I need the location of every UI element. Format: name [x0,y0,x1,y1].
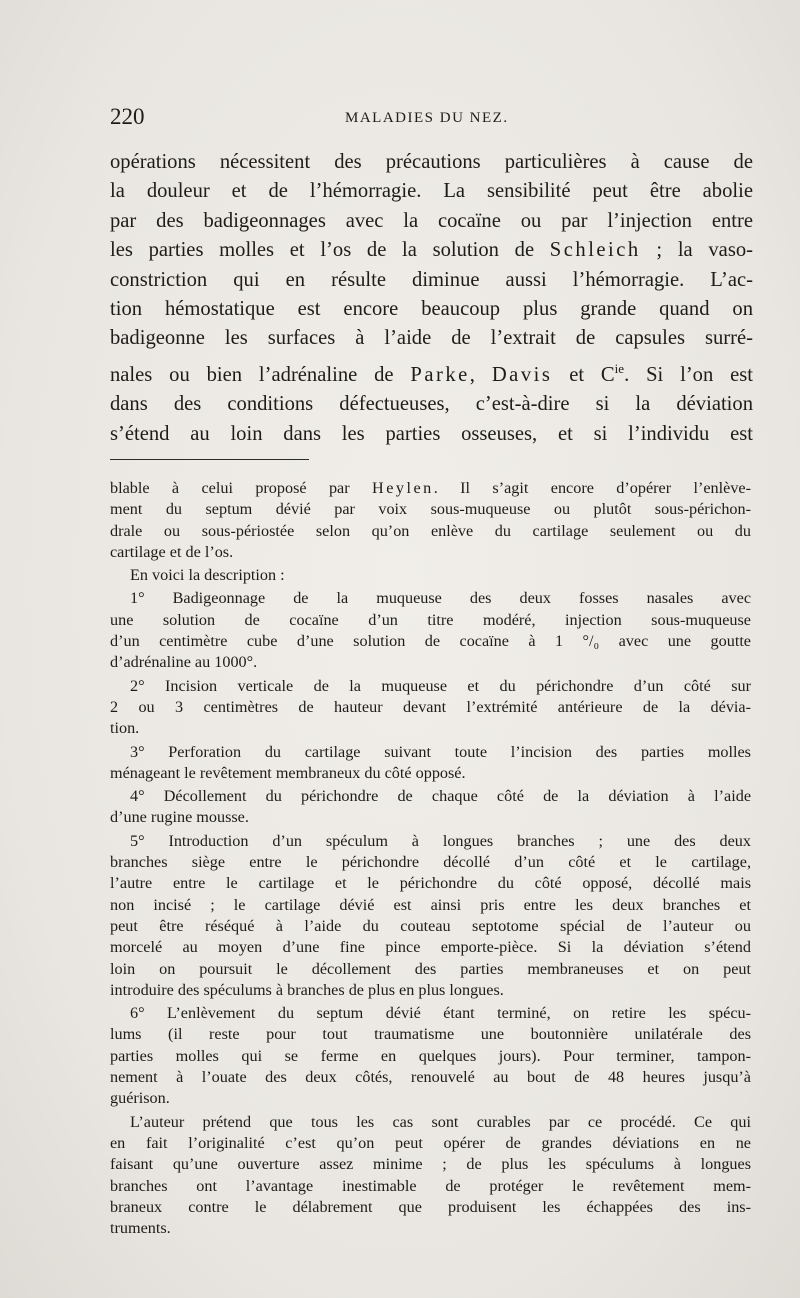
text-segment: . Il s’agit encore d’opérer l’enlève- [433,479,751,497]
footnote-step-6 [110,1003,751,1109]
text-segment: nales ou bien l’adrénaline de [110,363,411,386]
author-name: Schleich [549,239,641,262]
text-line: 3° Perforation du cartilage suivant toute l’incision des parties molles [130,742,751,761]
page-header [110,104,760,134]
text-line: ment du septum dévié par voix sous-muqueuse ou plutôt sous-périchon- [110,500,751,519]
footnote-conclusion [110,1112,751,1240]
text-line: constriction qui en résulte diminue aussi l’hémorragie. L’ac- [110,268,753,291]
text-line: une solution de cocaïne d’un titre modéré, injection sous-muqueuse [110,610,751,629]
text-line: badigeonne les surfaces à l’aide de l’extrait de capsules surré- [110,327,753,350]
text-line: 6° L’enlèvement du septum dévié étant terminé, on retire les spécu- [130,1004,751,1023]
text-segment: . Si l’on est [624,363,753,386]
text-line: L’auteur prétend que tous les cas sont curables par ce procédé. Ce qui [130,1112,751,1131]
text-line: guérison. [110,1089,170,1108]
text-line: 4° Décollement du périchondre de chaque côté de la déviation à l’aide [130,787,751,806]
text-line: 2 ou 3 centimètres de hauteur devant l’extrémité antérieure de la dévia- [110,697,751,716]
text-line: braneux contre le délabrement que produisent les échappées des ins- [110,1197,751,1216]
footnote-step-1 [110,588,751,673]
text-segment: blable à celui proposé par [110,479,372,497]
text-segment: et C [552,363,615,386]
text-line: 2° Incision verticale de la muqueuse et du périchondre d’un côté sur [130,676,751,695]
text-line [110,354,753,390]
text-line: drale ou sous-périostée selon qu’on enlève du cartilage seulement ou du [110,521,751,540]
text-line: parties molles qui se ferme en quelques jours). Pour terminer, tampon- [110,1046,751,1065]
footnote-step-5 [110,831,751,1001]
text-line: truments. [110,1219,171,1238]
footnote-paragraph [110,478,751,563]
text-line: nement à l’ouate des deux côtés, renouvelé au bout de 48 heures jusqu’à [110,1068,751,1087]
running-title: MALADIES DU NEZ. [345,110,509,126]
text-line: 1° Badigeonnage de la muqueuse des deux fosses nasales avec [130,589,751,608]
text-line: dans des conditions défectueuses, c’est-à-dire si la déviation [110,393,753,416]
text-line: morcelé au moyen d’une fine pince emporte-pièce. Si la déviation s’étend [110,938,751,957]
text-line: l’autre entre le cartilage et le périchondre du côté opposé, décollé mais [110,874,751,893]
text-line: par des badigeonnages avec la cocaïne ou par l’injection entre [110,209,753,232]
text-line [110,236,753,265]
text-line: d’adrénaline au 1000°. [110,653,258,672]
text-line: loin on poursuit le décollement des parties membraneuses et on peut [110,959,751,978]
text-line [110,478,751,499]
text-line: branches ont l’avantage inestimable de protéger le revêtement mem- [110,1176,751,1195]
superscript: ie [614,360,625,376]
text-segment: les parties molles et l’os de la solution de [110,239,550,262]
footnote [110,478,751,1239]
text-line: peut être réséqué à l’aide du couteau septotome spécial de l’auteur ou [110,916,751,935]
main-paragraph [110,148,753,449]
footnote-paragraph [110,565,751,586]
text-line: tion hémostatique est encore beaucoup plus grande quand on [110,298,753,321]
text-line: d’un centimètre cube d’une solution de cocaïne à 1 °/₀ avec une goutte [110,632,751,651]
text-line: en fait l’originalité c’est qu’on peut opérer de grandes déviations en ne [110,1133,751,1152]
text-line: d’une rugine mousse. [110,808,249,827]
text-segment: ; la vaso- [640,239,753,262]
text-line: branches siège entre le périchondre décollé d’un côté et le cartilage, [110,853,751,872]
text-line: lums (il reste pour tout traumatisme une boutonnière unilatérale des [110,1025,751,1044]
text-line: non incisé ; le cartilage dévié est ainsi pris entre les deux branches et [110,895,751,914]
page-number: 220 [110,104,145,129]
text-line: En voici la description : [130,566,285,585]
footnote-step-3 [110,742,751,785]
company-name: Parke [410,363,470,386]
text-line: s’étend au loin dans les parties osseuses, et si l’individu est [110,422,753,445]
text-line: introduire des spéculums à branches de plus en plus longues. [110,980,504,999]
text-line: tion. [110,719,140,738]
text-line: ménageant le revêtement membraneux du côté opposé. [110,763,466,782]
company-name: Davis [491,363,553,386]
footnote-step-2 [110,676,751,740]
footnote-divider [110,459,309,460]
text-line: la douleur et de l’hémorragie. La sensibilité peut être abolie [110,180,753,203]
author-name: Heylen [372,479,434,497]
text-line: cartilage et de l’os. [110,542,234,561]
text-line: faisant qu’une ouverture assez minime ; de plus les spéculums à longues [110,1155,751,1174]
text-segment: , [469,363,492,386]
footnote-step-4 [110,786,751,829]
text-line: 5° Introduction d’un spéculum à longues branches ; une des deux [130,831,751,850]
text-line: opérations nécessitent des précautions particulières à cause de [110,151,753,173]
